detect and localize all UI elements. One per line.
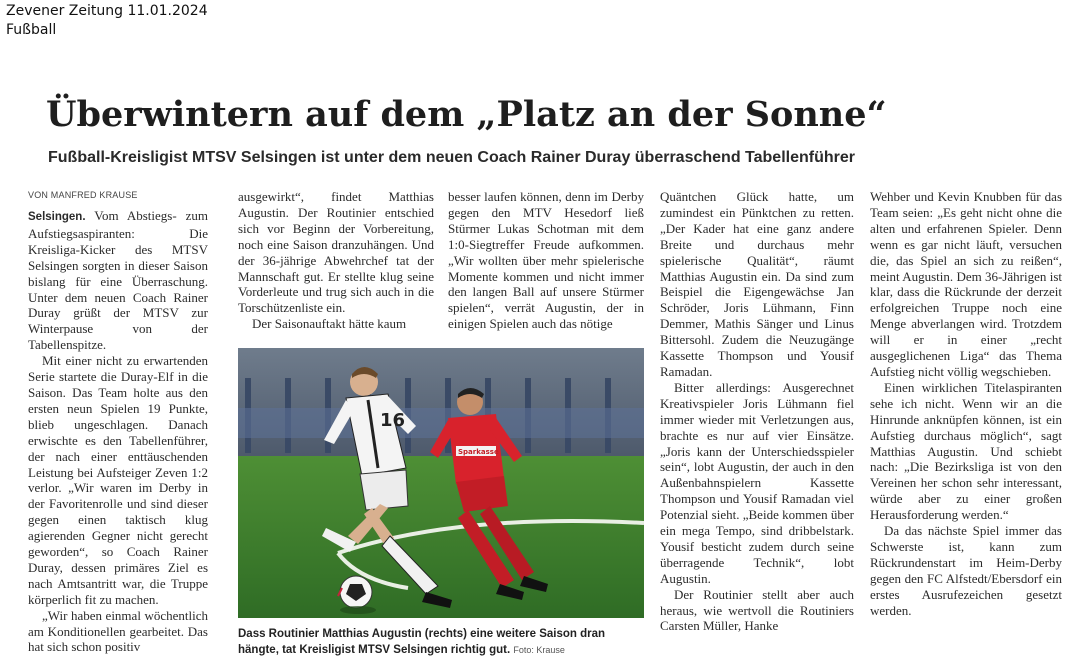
article-headline: Überwintern auf dem „Platz an der Sonne“ bbox=[46, 94, 887, 135]
photo-caption bbox=[238, 626, 648, 658]
photo-credit: Foto: Krause bbox=[513, 645, 565, 655]
paragraph: besser laufen können, denn im Derby gegen den MTV Hesedorf ließ Stürmer Lukas Schotman mit dem 1:0-Siegtreffer Freude aufkommen. „Wir wollten über mehr spielerische Momente kommen und nicht immer den langen Ball auf unsere Stürmer spielen“, verrät Augustin, der in einigen Spielen auch das nötige bbox=[448, 189, 644, 332]
paragraph: Bitter allerdings: Ausgerechnet Kreativspieler Joris Lühmann fiel immer wieder mit Verletzungen aus, brachte es nur auf vier Einsätze. „Joris kann der Unterschiedsspieler sein“, lobt Augustin, der auch in den Außenbahnspielern Kassette Thompson und Yousif Ramadan viel Potenzial sieht. „Beide kommen über ein mega Tempo, sind dribbelstark. Yousif besticht zudem durch seine überragende Technik“, lobt Augustin. bbox=[660, 379, 854, 586]
article-column-1 bbox=[28, 189, 208, 655]
paragraph: „Wir haben einmal wöchentlich am Konditionellen gearbeitet. Das hat sich schon positiv bbox=[28, 607, 208, 655]
match-photo bbox=[238, 348, 644, 618]
ball-shadow bbox=[340, 606, 376, 614]
paragraph: ausgewirkt“, findet Matthias Augustin. Der Routinier entschied sich vor Beginn der Vorbereitung, noch eine Saison dranzuhängen. Und der 36-jährige Abwehrchef tat der Mannschaft gut. Er stellte klug seine Vorderleute und trug sich auch in die Torschützenliste ein. bbox=[238, 189, 434, 316]
caption-text: Dass Routinier Matthias Augustin (rechts) eine weitere Saison dran hängte, tat Kreisligist MTSV Selsingen richtig gut. bbox=[238, 628, 606, 656]
paragraph: Wehber und Kevin Knubben für das Team seien: „Es geht nicht ohne die alten und erfahrenen Spieler. Denn wenn es gar nicht läuft, versuchen die, das Spiel an sich zu reißen“, meint Augustin. Dem 36-Jährigen ist klar, dass die Rückrunde der derzeit erfolgreichen Truppe noch eine Menge abverlangen wird. Trotzdem will er in einer „recht ausgeglichenen Liga“ das Thema Aufstieg nicht völlig wegschieben. bbox=[870, 189, 1062, 379]
author-byline: VON MANFRED KRAUSE bbox=[28, 190, 138, 200]
article-column-5 bbox=[870, 189, 1062, 618]
paragraph: Selsingen. Vom Abstiegs- zum Aufstiegsaspiranten: Die Kreisliga-Kicker des MTSV Selsingen sorgten in dieser Saison bislang für eine Überraschung. Unter dem neuen Coach Rainer Duray grüßt der MTSV zur Winterpause von der Tabellenspitze. bbox=[28, 208, 208, 353]
jersey-sponsor: Sparkasse bbox=[458, 448, 499, 456]
paragraph: Der Saisonauftakt hätte kaum bbox=[252, 316, 407, 332]
section-label: Fußball bbox=[6, 22, 57, 38]
newspaper-date-header: Zevener Zeitung 11.01.2024 bbox=[6, 3, 208, 19]
paragraph: Einen wirklichen Titelaspiranten sehe ich nicht. Wenn wir an die Hinrunde anknüpfen können, ist ein Aufstieg durchaus möglich“, sagt Matthias Augustin. Und schiebt nach: „Die Bezirksliga ist von den Vereinen her schon sehr interessant, würde aber zu einer großen Herausforderung werden.“ bbox=[870, 379, 1062, 523]
paragraph: Quäntchen Glück hatte, um zumindest ein Pünktchen zu retten. „Der Kader hat eine ganz andere Breite und durchaus mehr spielerische Qualität“, räumt Matthias Augustin ein. Da sind zum Beispiel die Eigengewächse Jan Schröder, Joris Lühmann, Finn Demmer, Mathis Sänger und Linus Bittersohl. Zudem die Neuzugänge Kassette Thompson und Yousif Ramadan. bbox=[660, 189, 854, 379]
jersey-number: 16 bbox=[380, 410, 406, 431]
paragraph: Der Routinier stellt aber auch heraus, wie wertvoll die Routiniers Carsten Müller, Hanke bbox=[660, 586, 854, 634]
article-subheadline: Fußball-Kreisligist MTSV Selsingen ist unter dem neuen Coach Rainer Duray überraschend Tabellenführer bbox=[48, 149, 855, 166]
pitch bbox=[238, 456, 644, 618]
paragraph: Mit einer nicht zu erwartenden Serie startete die Duray-Elf in die Saison. Das Team holte aus den ersten neun Spielen 19 Punkte, blieb ungeschlagen. Danach erwischte es den Tabellenführer, der nach einer enttäuschenden Leistung bei Aufsteiger Zeven 1:2 verlor. „Wir waren im Derby in der Favoritenrolle und sind dieser gegen einen taktisch klug agierenden Gegner nicht gerecht geworden“, so Coach Rainer Duray, dessen primäres Ziel es nach Amtsantritt war, die Truppe körperlich fit zu machen. bbox=[28, 353, 208, 607]
article-column-3 bbox=[448, 189, 644, 332]
article-column-2 bbox=[238, 189, 434, 332]
football-match-illustration bbox=[238, 348, 644, 618]
dateline: Selsingen. bbox=[28, 211, 86, 223]
article-column-4 bbox=[660, 189, 854, 634]
paragraph: Da das nächste Spiel immer das Schwerste ist, kann zum Rückrundenstart im Heim-Derby gegen den FC Alfstedt/Ebersdorf ein erstes Ausrufezeichen gesetzt werden. bbox=[870, 523, 1062, 618]
